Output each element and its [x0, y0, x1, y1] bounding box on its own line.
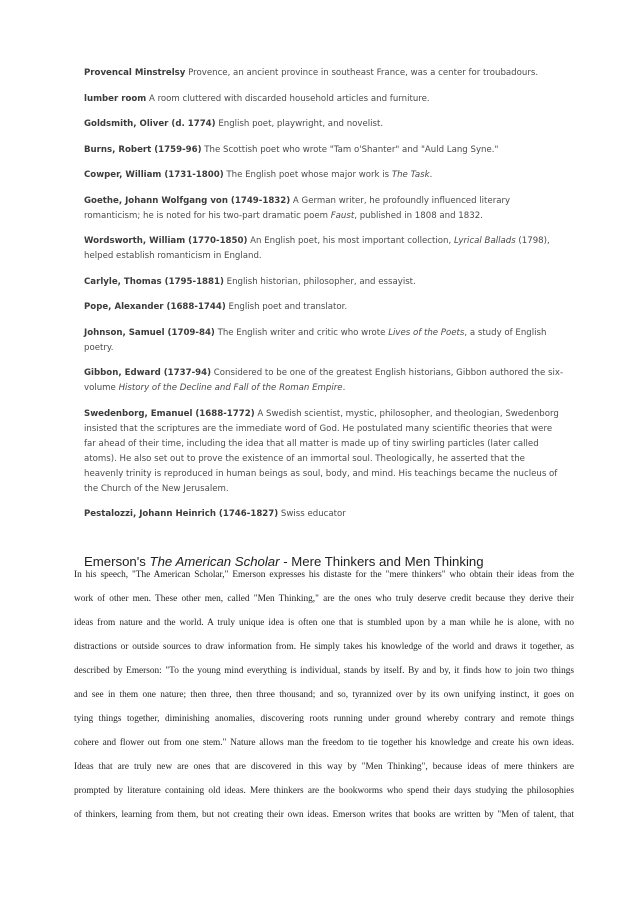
glossary-entry: [84, 326, 564, 356]
glossary-definition-end: (1798), helped establish romanticism in England.: [84, 236, 550, 261]
work-title: History of the Decline and Fall of the Roman Empire: [118, 383, 343, 393]
glossary-term: Burns, Robert (1759-96): [84, 144, 202, 155]
glossary-entry: [84, 194, 564, 224]
essay-line: and see in them one nature; then three, then three thousand; and so, tyrannized over by its own unifying instinct, it goes on: [74, 690, 574, 700]
glossary-term: Swedenborg, Emanuel (1688-1772): [84, 408, 255, 419]
glossary-term: Goethe, Johann Wolfgang von (1749-1832): [84, 195, 291, 206]
glossary-entry: [84, 300, 564, 315]
glossary-definition: English poet and translator.: [225, 302, 348, 312]
glossary-term: Pope, Alexander (1688-1744): [84, 302, 226, 312]
glossary-term: lumber room: [84, 93, 147, 104]
glossary-entry: [84, 92, 564, 107]
glossary-definition: Considered to be one of the greatest English historians, Gibbon authored the six-volume: [84, 368, 564, 393]
glossary-term: Pestalozzi, Johann Heinrich (1746-1827): [84, 509, 279, 519]
glossary-definition: Provence, an ancient province in southeast France, was a center for troubadours.: [185, 68, 539, 78]
glossary-entry: [84, 168, 564, 183]
glossary-entry: [84, 407, 564, 497]
glossary-term: Goldsmith, Oliver (d. 1774): [84, 119, 216, 129]
glossary-entry: [84, 275, 564, 290]
glossary-definition: A German writer, he profoundly influenced literary romanticism; he is noted for his two-part dramatic poem: [84, 195, 511, 221]
essay-line: Ideas that are truly new are ones that are discovered in this way by "Men Thinking", because ideas of mere thinkers are: [74, 762, 574, 772]
glossary-definition-end: , a study of English poetry.: [84, 327, 547, 353]
glossary-entry: [84, 143, 564, 158]
essay-line: prompted by literature containing old ideas. Mere thinkers are the bookworms who spend their days studying the philosophies: [74, 786, 574, 796]
work-title: Faust: [330, 210, 355, 221]
glossary-term: Carlyle, Thomas (1795-1881): [84, 276, 224, 287]
glossary-definition: English historian, philosopher, and essayist.: [223, 276, 416, 287]
essay-paragraph: [74, 563, 574, 827]
essay-line: work of other men. These other men, called "Men Thinking," are the ones who truly deserve credit because they derive their: [74, 594, 574, 604]
glossary-term: Gibbon, Edward (1737-94): [84, 368, 212, 378]
glossary-term: Cowper, William (1731-1800): [84, 170, 224, 180]
glossary-term: Provencal Minstrelsy: [84, 68, 186, 78]
glossary-definition-end: .: [342, 383, 346, 393]
essay-line: ideas from nature and the world. A truly unique idea is often one that is stumbled upon by a man while he is alone, with no: [74, 618, 574, 628]
glossary-definition: A Swedish scientist, mystic, philosopher, and theologian, Swedenborg insisted that the scriptures are the immediate word of God. He postulated many scientific theories that were far ahead of their time, including the idea that all matter is made up of tiny swirling particles (later called atoms). He also set out to prove the existence of an immortal soul. Theologically, he asserted that the heavenly trinity is reproduced in human beings as soul, body, and mind. His teachings became the nucleus of the Church of the New Jerusalem.: [84, 408, 559, 494]
glossary-entry: [84, 366, 564, 396]
glossary-definition-end: .: [429, 170, 433, 180]
glossary-term: Johnson, Samuel (1709-84): [84, 327, 215, 338]
essay-line: of thinkers, learning from them, but not creating their own ideas. Emerson writes that books are written by "Men of talent, that: [74, 810, 574, 820]
essay-line: tying things together, diminishing anomalies, discovering roots running under ground whereby contrary and remote things: [74, 714, 574, 724]
glossary-entry: [84, 66, 564, 81]
work-title: The Task: [391, 170, 430, 180]
glossary-definition: A room cluttered with discarded household articles and furniture.: [146, 93, 430, 104]
glossary-term: Wordsworth, William (1770-1850): [84, 236, 248, 246]
section-heading-prefix: Emerson's: [84, 554, 150, 569]
essay-line: distractions or outside sources to draw information from. He simply takes his knowledge of the world and draws it together, as: [74, 642, 574, 652]
glossary-definition: Swiss educator: [278, 509, 346, 519]
glossary-definition: English poet, playwright, and novelist.: [215, 119, 384, 129]
glossary-definition: The Scottish poet who wrote "Tam o'Shanter" and "Auld Lang Syne.": [201, 144, 499, 155]
essay-line: In his speech, "The American Scholar," Emerson expresses his distaste for the "mere thinkers" who obtain their ideas from the: [74, 570, 574, 580]
glossary-definition: The English writer and critic who wrote: [214, 327, 389, 338]
glossary-list: [84, 66, 564, 533]
essay-line: cohere and flower out from one stem." Nature allows man the freedom to tie together his knowledge and create his own ideas.: [74, 738, 574, 748]
section-heading-title: The American Scholar: [149, 554, 280, 569]
work-title: Lyrical Ballads: [453, 236, 516, 246]
work-title: Lives of the Poets: [388, 327, 465, 338]
glossary-definition: The English poet whose major work is: [223, 170, 392, 180]
glossary-entry: [84, 507, 564, 522]
essay-line: described by Emerson: "To the young mind everything is individual, stands by itself. By and by, it finds how to join two things: [74, 666, 574, 676]
glossary-entry: [84, 234, 564, 264]
section-heading-suffix: - Mere Thinkers and Men Thinking: [279, 554, 484, 569]
glossary-definition-end: , published in 1808 and 1832.: [354, 210, 483, 221]
glossary-definition: An English poet, his most important collection,: [247, 236, 454, 246]
glossary-entry: [84, 117, 564, 132]
